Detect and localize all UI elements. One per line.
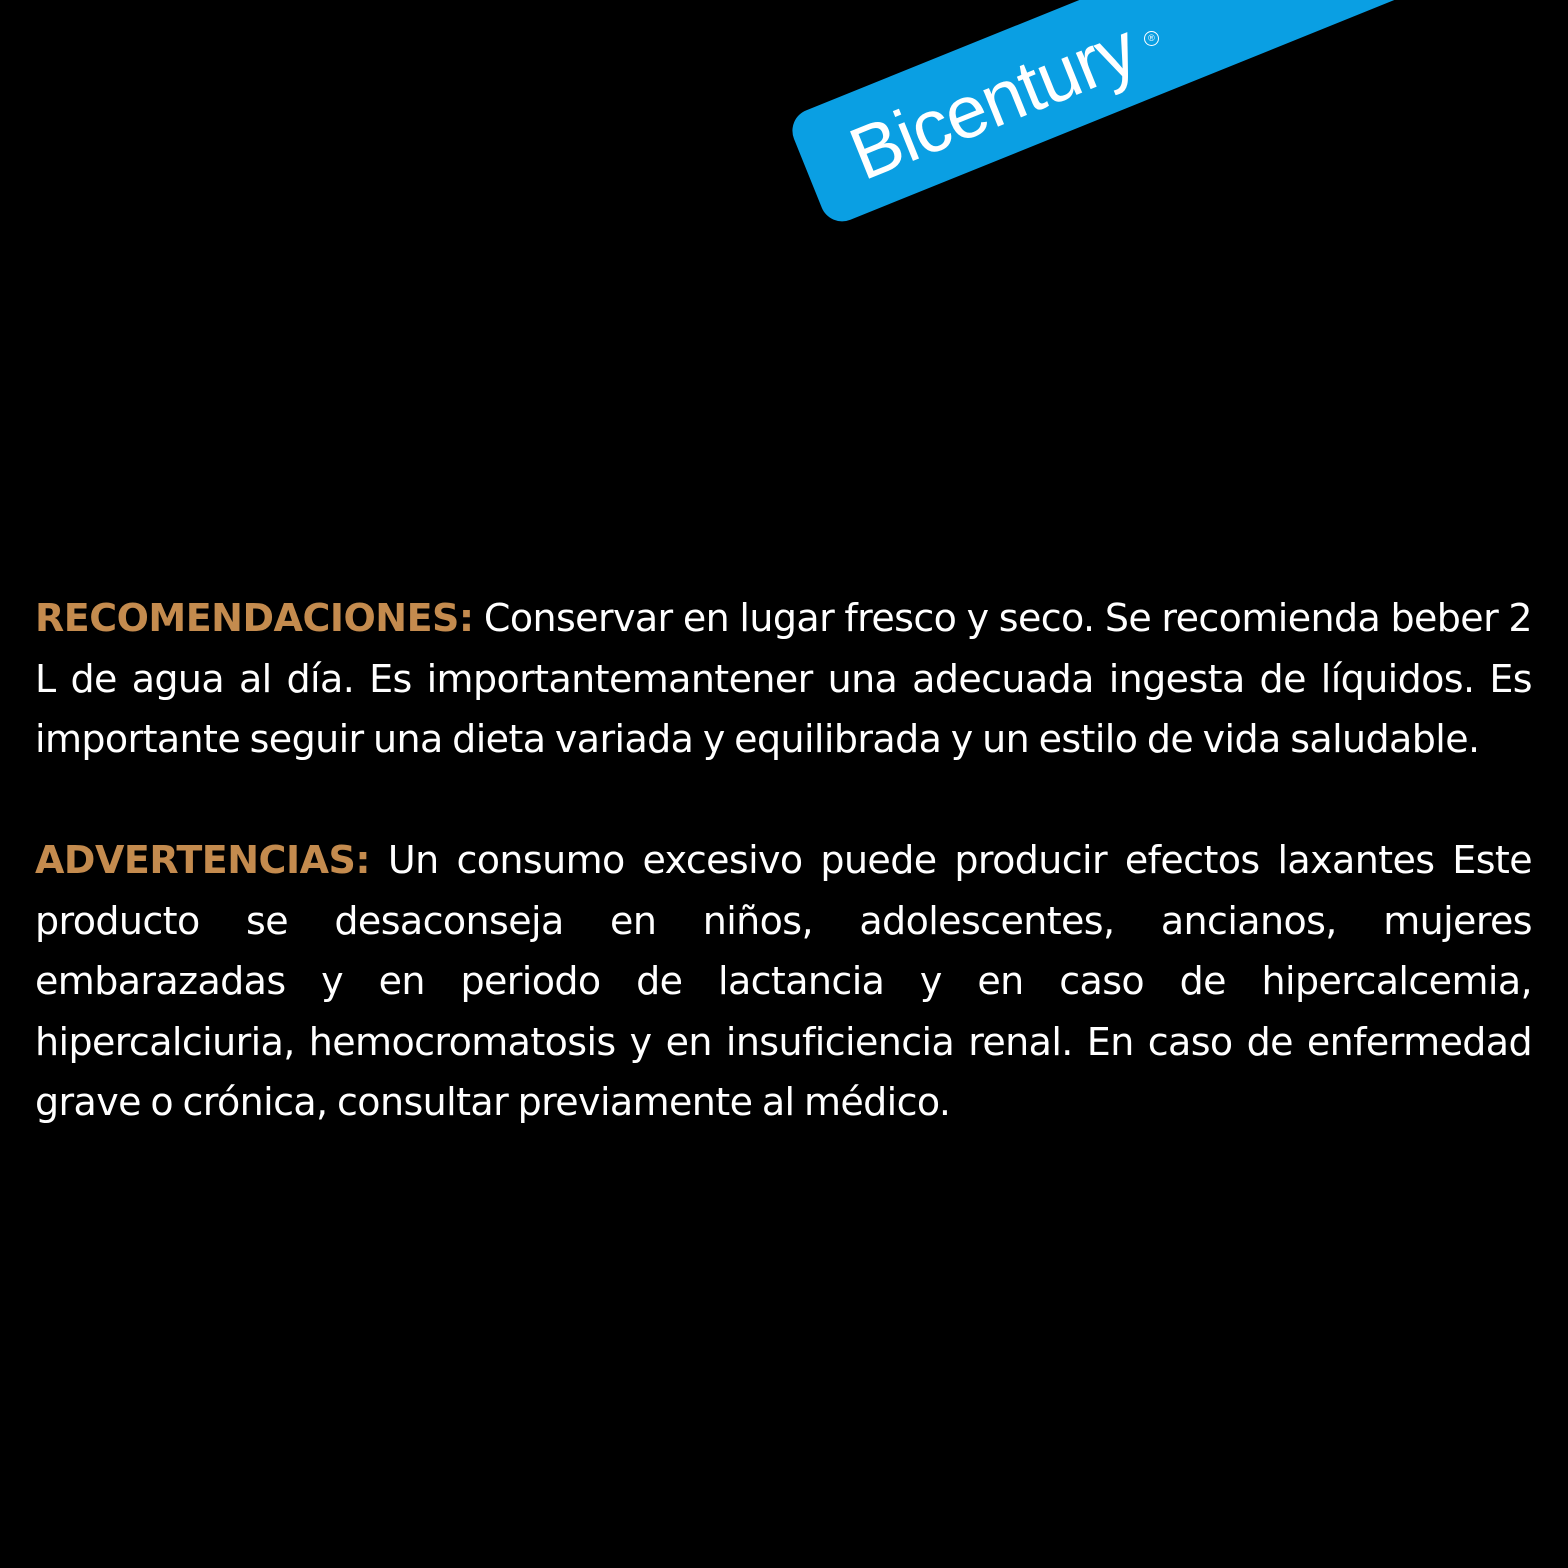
- product-info-text: [35, 588, 1532, 1133]
- brand-logo: Bicentury: [838, 6, 1148, 196]
- warnings-paragraph: [35, 830, 1532, 1133]
- recommendations-body: Conservar en lugar fresco y seco. Se recomienda beber 2 L de agua al día. Es importantemantener una adecuada ingesta de líquidos. Es importante seguir una dieta variada y equilibrada y un estilo de vida saludable.: [35, 596, 1532, 761]
- warnings-heading: ADVERTENCIAS:: [35, 838, 371, 882]
- recommendations-heading: RECOMENDACIONES:: [35, 596, 474, 640]
- warnings-body: Un consumo excesivo puede producir efectos laxantes Este producto se desaconseja en niños, adolescentes, ancianos, mujeres embarazadas y en periodo de lactancia y en caso de hipercalcemia, hipercalciuria, hemocromatosis y en insuficiencia renal. En caso de enfermedad grave o crónica, consultar previamente al médico.: [35, 838, 1532, 1124]
- registered-mark-icon: ®: [1144, 31, 1159, 46]
- recommendations-paragraph: [35, 588, 1532, 770]
